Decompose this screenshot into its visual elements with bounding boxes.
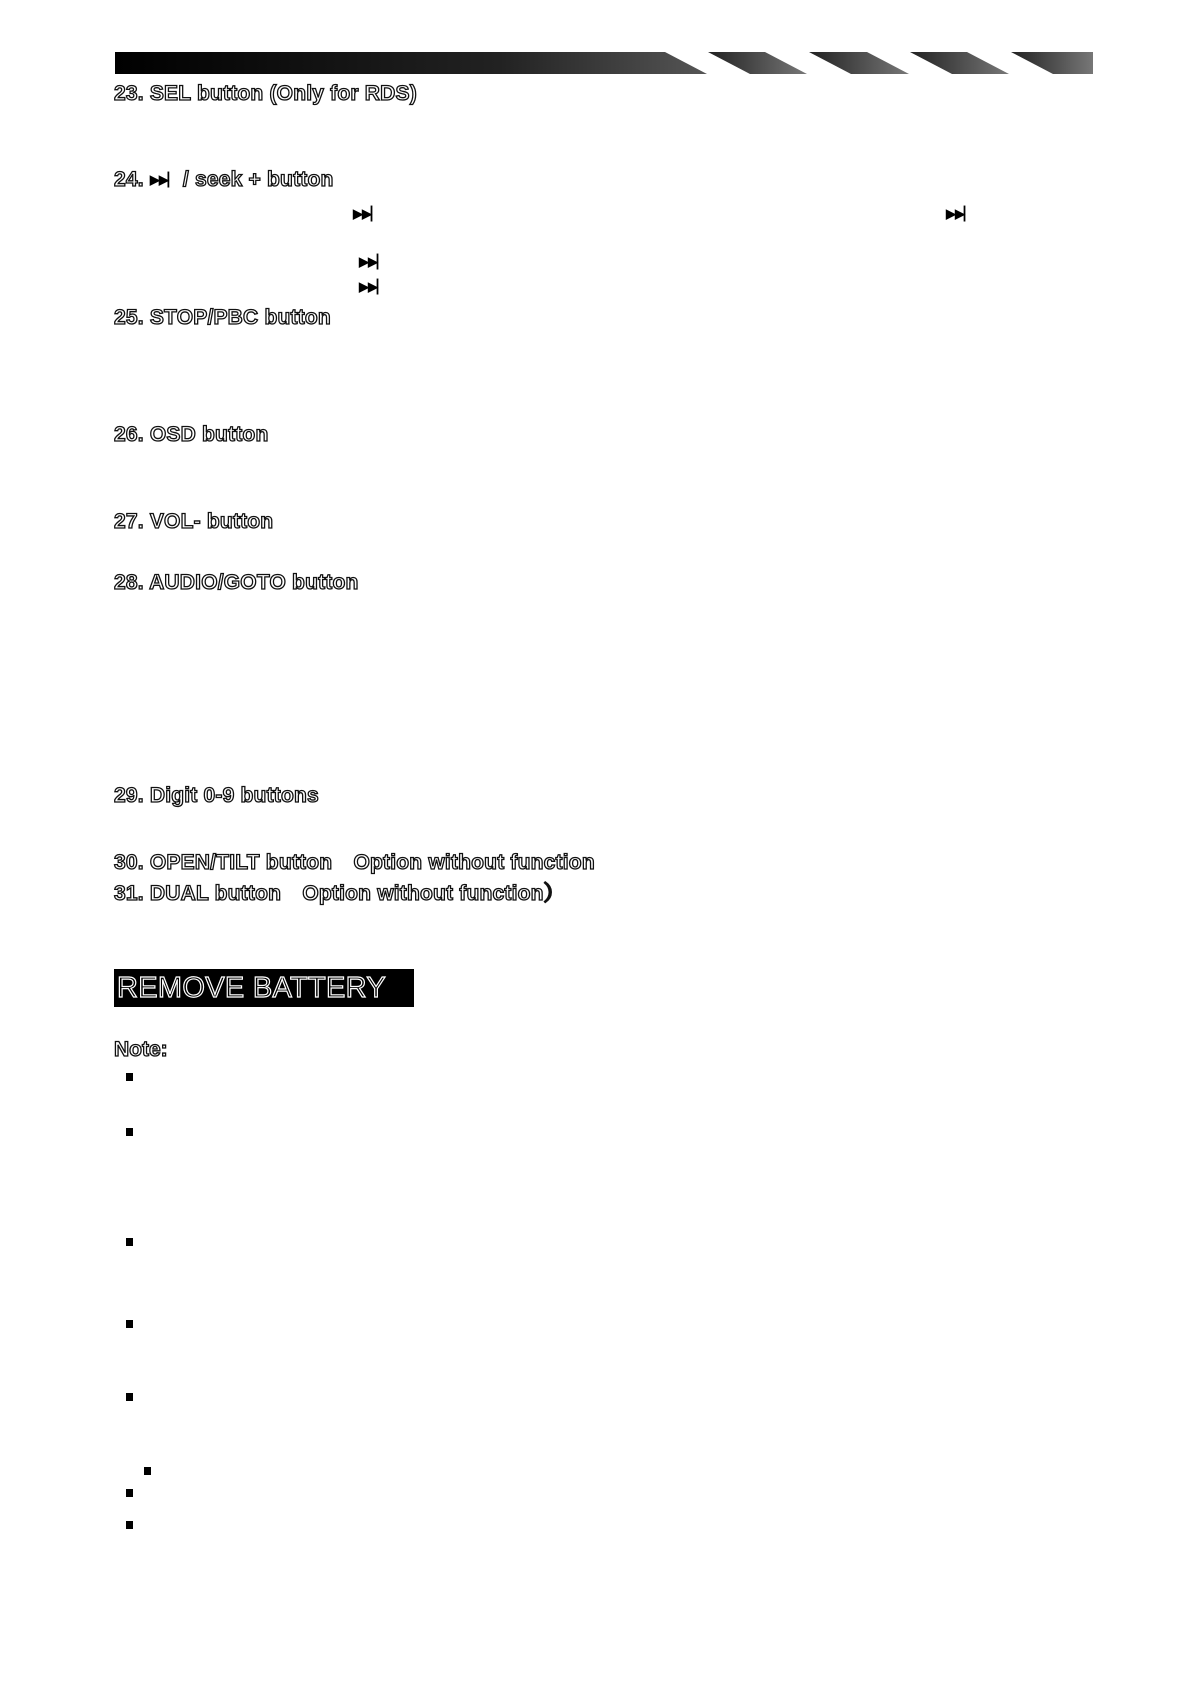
header-banner (115, 52, 1093, 74)
skip-forward-icon: ▶▶▏ (946, 206, 973, 221)
banner-main-bar (115, 52, 707, 74)
note-bullet (144, 1467, 151, 1475)
banner-stripe (1011, 52, 1093, 74)
note-bullet (126, 1521, 133, 1529)
note-bullet (126, 1320, 133, 1328)
note-bullet (126, 1238, 133, 1246)
item-25-heading: 25. STOP/PBC button (114, 306, 331, 329)
item-23-heading: 23. SEL button (Only for RDS) (114, 82, 417, 105)
item-28-heading: 28. AUDIO/GOTO button (114, 571, 359, 594)
item-30-heading: 30. OPEN/TILT button Option without function (114, 851, 595, 874)
item-27-heading: 27. VOL- button (114, 510, 274, 533)
banner-stripe (708, 52, 807, 74)
note-bullet (126, 1128, 133, 1136)
skip-forward-icon: ▶▶▏ (149, 172, 177, 187)
banner-stripe (910, 52, 1009, 74)
section-title: REMOVE BATTERY (117, 972, 387, 1004)
note-bullet (126, 1489, 133, 1497)
item-31-heading: 31. DUAL button Option without function） (114, 882, 565, 905)
skip-forward-icon: ▶▶▏ (353, 206, 380, 221)
item-29-heading: 29. Digit 0-9 buttons (114, 784, 319, 807)
skip-forward-icon: ▶▶▏ (359, 254, 386, 269)
note-bullet (126, 1393, 133, 1401)
item-26-heading: 26. OSD button (114, 423, 269, 446)
banner-stripe (809, 52, 909, 74)
note-bullet (126, 1073, 133, 1081)
skip-forward-icon: ▶▶▏ (359, 279, 386, 294)
note-label: Note: (114, 1038, 168, 1061)
item-24-heading: 24. ▶▶▏ / seek + button (114, 168, 334, 191)
